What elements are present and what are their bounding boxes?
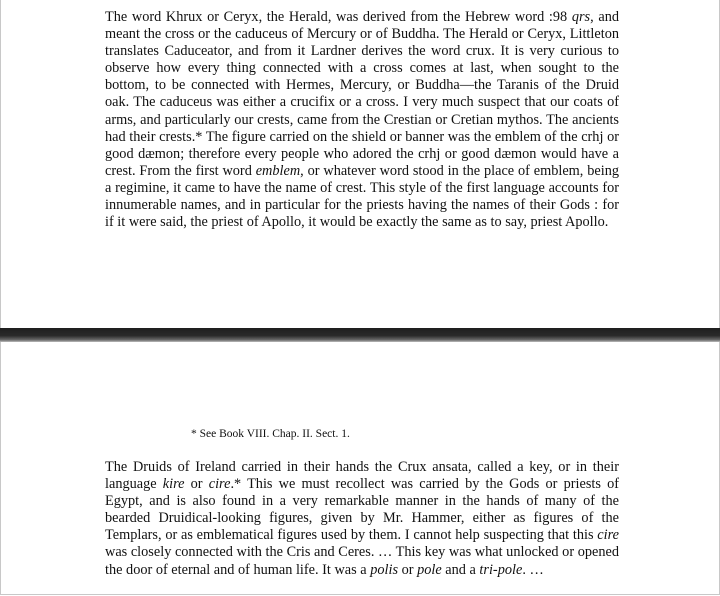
- page-2: [0, 342, 720, 595]
- page1-italic-qrs: qrs: [571, 9, 591, 25]
- page1-text-b: , and meant the cross or the caduceus of Mercury or of Buddha. The Herald or Ceryx, Littleton translates Caduceator, and from it Lardner derives the word crux. It is very curious to observe how every thing connected with a cross comes at last, when sought to the bottom, to be connected with Hermes, Mercury, or Buddha—the Taranis of the Druid oak. The caduceus was either a crucifix or a cross. I very much suspect that our coats of arms, and particularly our crests, came from the Crestian or Cretian mythos. The ancients had their crests.* The figure carried on the shield or banner was the emblem of the crhj or good dæmon; therefore every people who adored the crhj or good dæmon would have a crest. From the first word: [105, 9, 619, 179]
- page2-text-f: and a: [441, 561, 480, 578]
- page2-italic-cire-2: cire: [597, 527, 619, 544]
- page2-italic-polis: polis: [370, 561, 399, 578]
- page-separator: [0, 328, 720, 342]
- page2-italic-kire: kire: [162, 476, 185, 493]
- page2-text-c: .* This we must recollect was carried by the Gods or priests of Egypt, and is also found in a very remarkable manner in the hands of many of the bearded Druidical-looking figures, given by Mr. Hammer, either as figures of the Templars, or as emblematical figures used by them. I cannot help suspecting that this: [105, 476, 620, 544]
- page2-paragraph: [105, 459, 619, 579]
- page2-text-a: The Druids of Ireland carried in their hands the Crux ansata, called a key, or in their language: [105, 459, 619, 493]
- footnote: * See Book VIII. Chap. II. Sect. 1.: [191, 428, 350, 440]
- page2-text-b: or: [184, 476, 209, 493]
- page2-italic-pole: pole: [417, 561, 442, 578]
- page2-text-g: . …: [522, 561, 544, 578]
- page1-italic-emblem: emblem: [255, 162, 301, 179]
- page2-italic-cire: cire: [208, 476, 231, 493]
- page1-paragraph: [105, 9, 619, 231]
- page2-text-d: was closely connected with the Cris and Ceres. … This key was what unlocked or opened the door of eternal and of human life. It was a: [105, 544, 619, 578]
- page1-text-a: The word Khrux or Ceryx, the Herald, was derived from the Hebrew word :98: [105, 9, 572, 25]
- page2-italic-tri-pole: tri-pole: [479, 561, 523, 578]
- page2-text-e: or: [398, 561, 418, 578]
- page1-text-c: , or whatever word stood in the place of emblem, being a regimine, it came to have the name of crest. This style of the first language accounts for innumerable names, and in particular for the priests having the names of their Gods : for if it were said, the priest of Apollo, it would be exactly the same as to say, priest Apollo.: [105, 162, 619, 231]
